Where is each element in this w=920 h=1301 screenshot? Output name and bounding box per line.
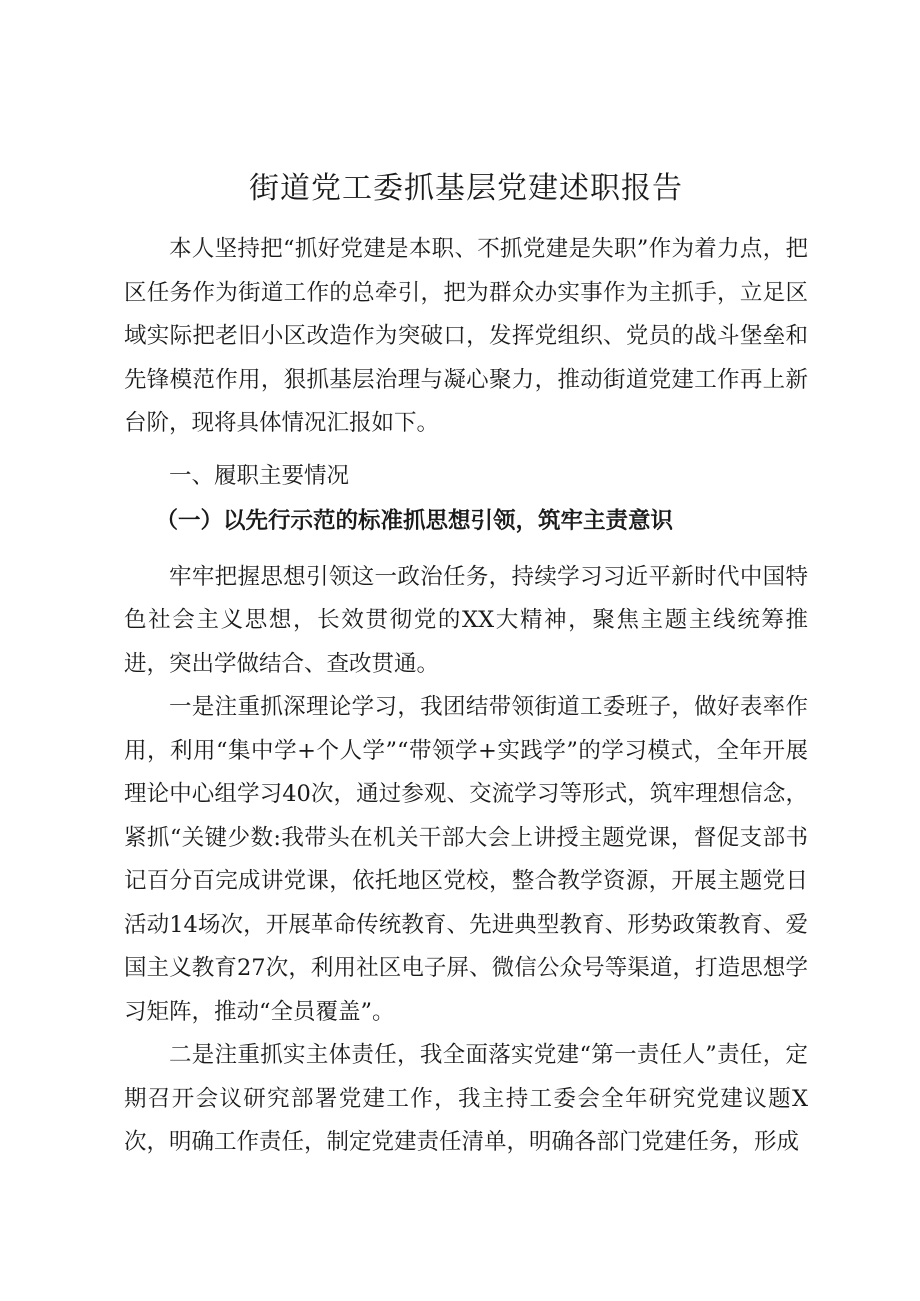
- body-paragraph-1: 牢牢把握思想引领这一政治任务，持续学习习近平新时代中国特色社会主义思想，长效贯彻党的XX大精神，聚焦主题主线统筹推进，突出学做结合、查改贯通。: [124, 563, 808, 677]
- subsection-heading: （一）以先行示范的标准抓思想引领，筑牢主责意识: [155, 507, 674, 534]
- body-paragraph-3: 二是注重抓实主体责任，我全面落实党建“第一责任人”责任，定期召开会议研究部署党建工作，我主持工委会全年研究党建议题X次，明确工作责任，制定党建责任清单，明确各部门党建任务，形成: [124, 1042, 808, 1155]
- intro-paragraph: 本人坚持把“抓好党建是本职、不抓党建是失职”作为着力点，把区任务作为街道工作的总牵引，把为群众办实事作为主抓手，立足区域实际把老旧小区改造作为突破口，发挥党组织、党员的战斗堡垒和先锋模范作用，狠抓基层治理与凝心聚力，推动街道党建工作再上新台阶，现将具体情况汇报如下。: [124, 236, 808, 436]
- body-paragraph-2: 一是注重抓深理论学习，我团结带领街道工委班子，做好表率作用，利用“集中学+个人学”“带领学+实践学”的学习模式，全年开展理论中心组学习40次，通过参观、交流学习等形式，筑牢理想信念，紧抓“关键少数:我带头在机关干部大会上讲授主题党课，督促支部书记百分百完成讲党课，依托地区党校，整合教学资源，开展主题党日活动14场次，开展革命传统教育、先进典型教育、形势政策教育、爱国主义教育27次，利用社区电子屏、微信公众号等渠道，打造思想学习矩阵，推动“全员覆盖”。: [124, 694, 808, 1025]
- document-title: 街道党工委抓基层党建述职报告: [249, 171, 683, 206]
- section-heading: 一、履职主要情况: [169, 462, 350, 489]
- document-page: [124, 150, 808, 1165]
